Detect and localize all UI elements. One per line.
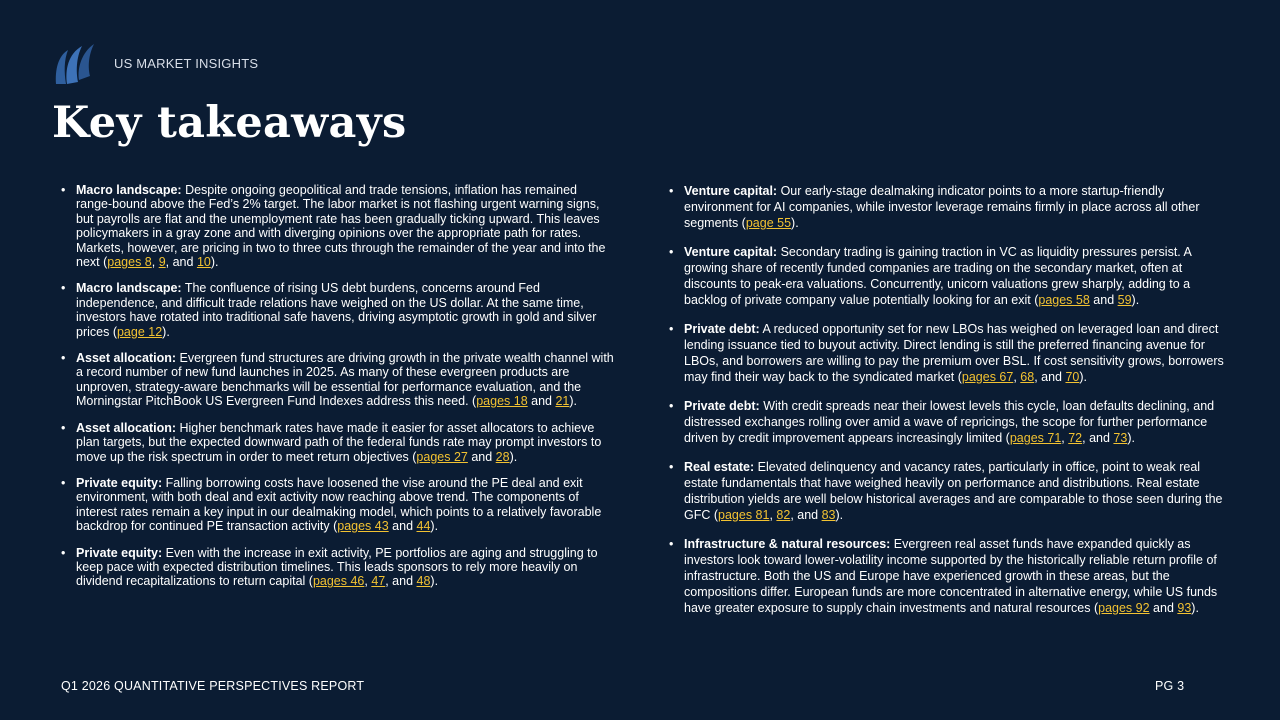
takeaway-item — [668, 183, 1224, 231]
takeaway-end: ). — [430, 519, 439, 534]
takeaway-label: Infrastructure & natural resources: — [684, 537, 891, 551]
takeaway-end: ). — [509, 449, 518, 464]
page-reference-link[interactable]: 59 — [1117, 293, 1132, 307]
takeaway-label: Real estate: — [684, 460, 755, 474]
page-reference-link[interactable]: pages 8 — [107, 255, 152, 270]
takeaway-label: Venture capital: — [684, 245, 778, 259]
page-reference-link[interactable]: 28 — [495, 449, 510, 464]
takeaway-end: ). — [1131, 293, 1140, 307]
takeaways-left-column — [60, 183, 615, 601]
reference-separator: , and — [385, 574, 417, 589]
takeaway-text: Even with the increase in exit activity, PE portfolios are aging and struggling to keep pace with expected distribution timelines. This leads sponsors to rely more heavily on dividend recapitalizations to return capital ( — [76, 545, 598, 589]
reference-separator: , — [769, 508, 777, 522]
takeaway-end: ). — [835, 508, 844, 522]
reference-separator: , — [1061, 431, 1069, 445]
page-reference-link[interactable]: page 55 — [745, 216, 792, 230]
page-reference-link[interactable]: 10 — [196, 255, 211, 270]
page-reference-link[interactable]: 82 — [776, 508, 791, 522]
reference-separator: and — [527, 394, 556, 409]
takeaway-label: Private equity: — [76, 475, 163, 490]
reference-separator: and — [1149, 601, 1178, 615]
takeaway-end: ). — [1191, 601, 1199, 615]
takeaway-item — [668, 536, 1224, 616]
page-reference-link[interactable]: pages 71 — [1009, 431, 1062, 445]
page-reference-link[interactable]: pages 67 — [961, 370, 1014, 384]
takeaways-right-column — [668, 183, 1224, 629]
page-reference-link[interactable]: page 12 — [116, 324, 163, 339]
page-reference-link[interactable]: 72 — [1068, 431, 1083, 445]
page-reference-link[interactable]: 70 — [1065, 370, 1080, 384]
takeaway-item — [60, 351, 615, 409]
takeaway-end: ). — [569, 394, 578, 409]
takeaway-text: Despite ongoing geopolitical and trade tensions, inflation has remained range-bound above the Fed’s 2% target. The labor market is not flashing urgent warning signs, but payrolls are flat and the unemployment rate has been gradually ticking upward. This leaves policymakers in a gray zone and with diverging opinions over the appropriate path for rates. Markets, however, are pricing in two to three cuts through the remainder of the year and into the next ( — [76, 183, 606, 270]
page-reference-link[interactable]: 48 — [416, 574, 431, 589]
takeaway-text: Higher benchmark rates have made it easier for asset allocators to achieve plan targets, but the expected downward path of the federal funds rate may prompt investors to move up the risk spectrum in order to meet return objectives ( — [76, 420, 602, 464]
takeaway-label: Asset allocation: — [76, 351, 177, 366]
page-reference-link[interactable]: pages 46 — [312, 574, 365, 589]
takeaway-label: Private debt: — [684, 399, 760, 413]
page-reference-link[interactable]: pages 58 — [1038, 293, 1090, 307]
takeaway-end: ). — [430, 574, 439, 589]
reference-separator: , — [151, 255, 159, 270]
takeaway-label: Private equity: — [76, 545, 163, 560]
takeaway-text: The confluence of rising US debt burdens, concerns around Fed independence, and difficult trade relations have weighed on the US dollar. At the same time, investors have rotated into traditional safe havens, driving asymptotic growth in gold and silver prices ( — [76, 281, 597, 339]
takeaway-text: Our early-stage dealmaking indicator points to a more startup-friendly environment for AI companies, while investor leverage remains firmly in place across all other segments ( — [684, 184, 1200, 230]
page-reference-link[interactable]: 21 — [555, 394, 570, 409]
footer-page-number: PG 3 — [1155, 679, 1185, 693]
takeaway-item — [60, 281, 615, 339]
takeaway-text: Evergreen real asset funds have expanded quickly as investors look toward lower-volatility income supported by the historically reliable return profile of infrastructure. Both the US and Europe have experienced growth in these areas, but the compositions differ. European funds are more concentrated in alternative energy, while US funds have greater exposure to supply chain investments and natural resources ( — [684, 537, 1218, 615]
page-reference-link[interactable]: 83 — [821, 508, 836, 522]
takeaway-item — [668, 321, 1224, 385]
reference-separator: , and — [165, 255, 197, 270]
takeaway-text: Elevated delinquency and vacancy rates, particularly in office, point to weak real estate fundamentals that have weighed heavily on performance and distributions. Real estate distribution yields are well below historical averages and are comparable to those seen during the GFC ( — [684, 460, 1223, 522]
page-reference-link[interactable]: pages 27 — [416, 449, 468, 464]
page-reference-link[interactable]: pages 18 — [476, 394, 528, 409]
reference-separator: , and — [1082, 431, 1114, 445]
page-reference-link[interactable]: pages 43 — [337, 519, 389, 534]
takeaway-item — [60, 183, 615, 269]
page-reference-link[interactable]: 9 — [158, 255, 166, 270]
reference-separator: , — [1013, 370, 1021, 384]
takeaway-text: Falling borrowing costs have loosened the vise around the PE deal and exit environment, with both deal and exit activity now reaching above trend. The components of interest rates remain a key input in our dealmaking model, which points to a relatively favorable backdrop for continued PE transaction activity ( — [76, 475, 602, 534]
report-eyebrow: US MARKET INSIGHTS — [114, 56, 259, 71]
footer-report-title: Q1 2026 QUANTITATIVE PERSPECTIVES REPORT — [61, 679, 365, 693]
takeaway-end: ). — [791, 216, 799, 230]
takeaway-item — [668, 459, 1224, 523]
takeaway-end: ). — [1127, 431, 1135, 445]
reference-separator: , and — [790, 508, 822, 522]
page-title: Key takeaways — [52, 98, 407, 148]
takeaway-label: Venture capital: — [684, 184, 778, 198]
reference-separator: , — [364, 574, 372, 589]
page-reference-link[interactable]: 93 — [1177, 601, 1192, 615]
takeaway-text: Secondary trading is gaining traction in VC as liquidity pressures persist. A growing share of recently funded companies are trading on the secondary market, often at discounts to peak-era valuations. Concurrently, unicorn valuations grew sharply, adding to a backlog of private company value potentially looking for an exit ( — [684, 245, 1192, 307]
takeaway-end: ). — [210, 255, 219, 270]
page-reference-link[interactable]: pages 81 — [718, 508, 770, 522]
takeaway-item — [60, 546, 615, 589]
page-reference-link[interactable]: 47 — [371, 574, 386, 589]
page-reference-link[interactable]: 73 — [1113, 431, 1128, 445]
takeaway-text: A reduced opportunity set for new LBOs has weighed on leveraged loan and direct lending issuance tied to buyout activity. Direct lending is still the preferred financing avenue for LBOs, and borrowers are willing to pay the premium over BSL. If cost sensitivity grows, borrowers may find their way back to the syndicated market ( — [684, 322, 1224, 384]
takeaway-text: With credit spreads near their lowest levels this cycle, loan defaults declining, and distressed exchanges rolling over amid a wave of repricings, the scope for further performance driven by credit improvement appears increasingly limited ( — [684, 399, 1215, 445]
takeaway-item — [60, 421, 615, 464]
sail-logo-icon — [52, 42, 96, 86]
reference-separator: and — [1089, 293, 1118, 307]
takeaway-end: ). — [162, 324, 170, 339]
takeaway-text: Evergreen fund structures are driving growth in the private wealth channel with a record number of new fund launches in 2025. As many of these evergreen products are unproven, strategy-aware benchmarks will be essential for performance evaluation, and the Morningstar PitchBook US Evergreen Fund Indexes address this need. ( — [76, 351, 614, 409]
takeaway-label: Private debt: — [684, 322, 760, 336]
takeaway-item — [60, 476, 615, 534]
reference-separator: and — [388, 519, 417, 534]
takeaway-item — [668, 398, 1224, 446]
page-reference-link[interactable]: 44 — [416, 519, 431, 534]
takeaway-item — [668, 244, 1224, 308]
takeaway-label: Asset allocation: — [76, 420, 177, 435]
page-reference-link[interactable]: pages 92 — [1098, 601, 1150, 615]
takeaway-end: ). — [1079, 370, 1088, 384]
takeaway-label: Macro landscape: — [76, 183, 182, 197]
page-reference-link[interactable]: 68 — [1020, 370, 1035, 384]
reference-separator: and — [467, 449, 496, 464]
takeaway-label: Macro landscape: — [76, 281, 182, 296]
reference-separator: , and — [1034, 370, 1066, 384]
